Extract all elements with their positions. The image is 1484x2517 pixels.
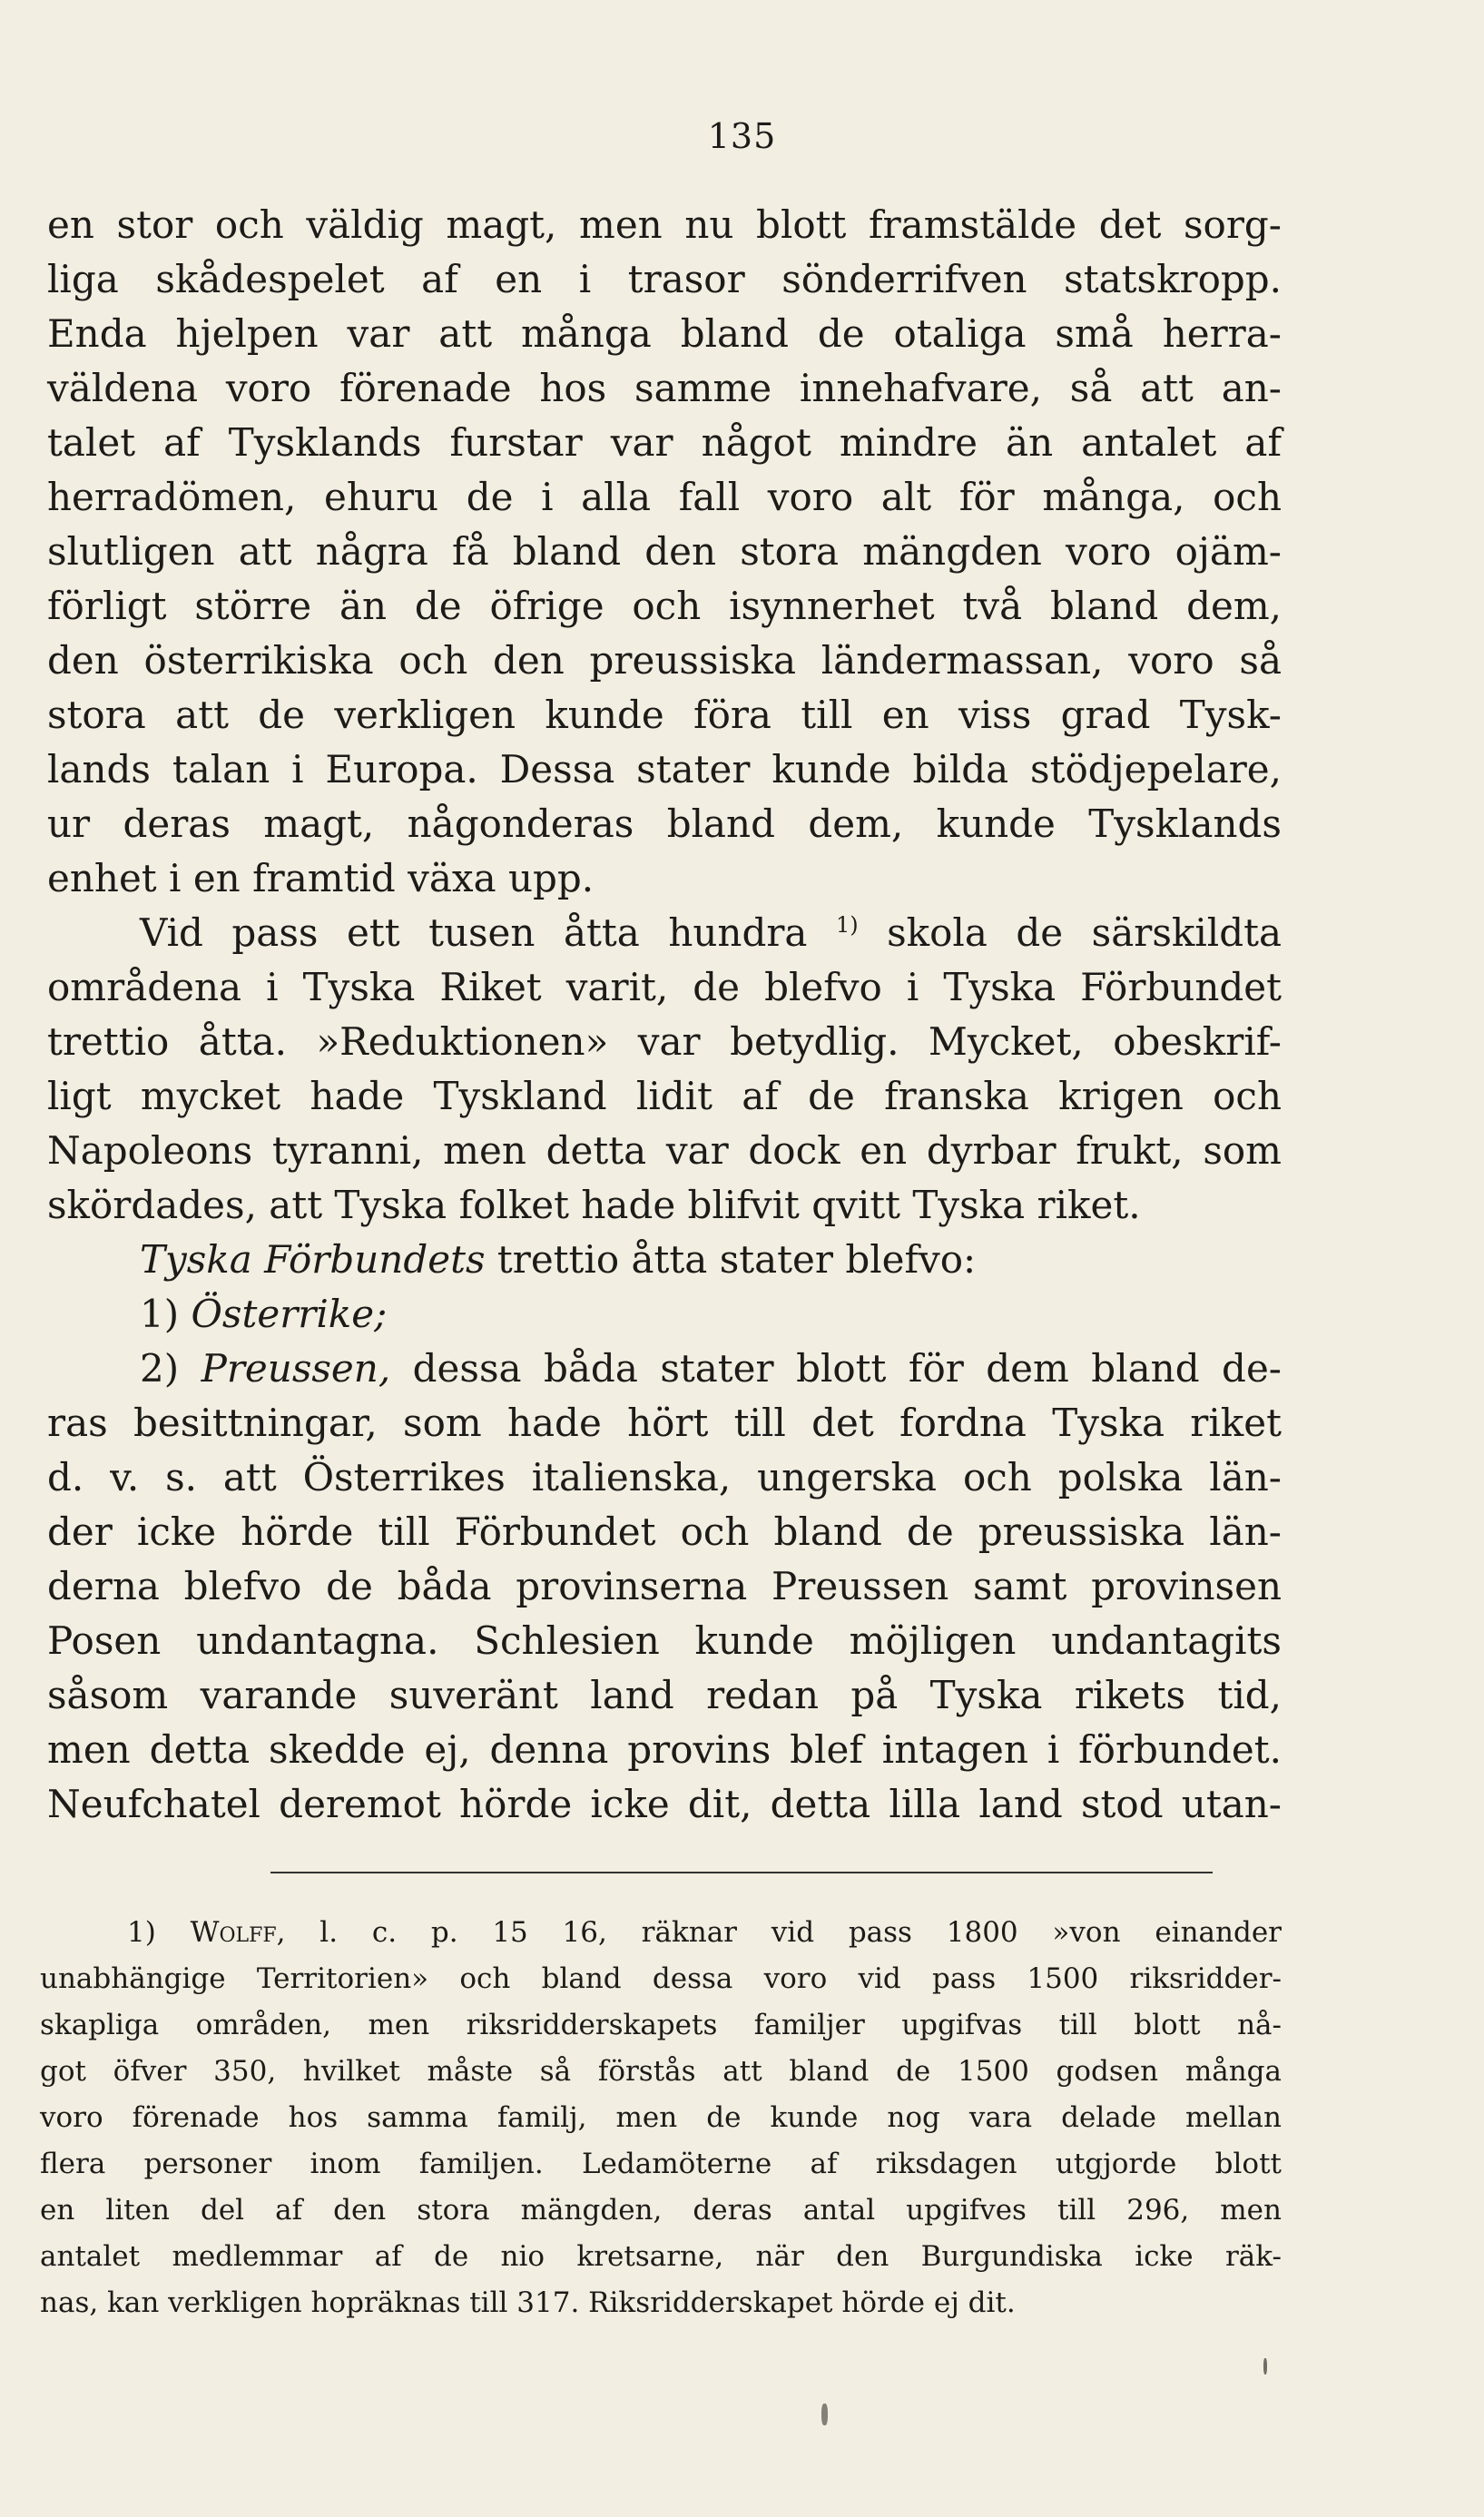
italic-term: Preussen, [201, 1346, 391, 1391]
text-line: der icke hörde till Förbundet och bland de preussiska län- [47, 1509, 1282, 1554]
footnote-line [40, 1910, 1282, 1956]
text-line: förligt större än de öfrige och isynnerhet två bland dem, [47, 584, 1282, 628]
text-line: ras besittningar, som hade hört till det fordna Tyska riket [47, 1401, 1282, 1445]
list-item-1 [47, 1287, 1282, 1342]
line-text-after: trettio åtta stater blefvo: [485, 1237, 977, 1282]
footnote-line: skapliga områden, men riksridderskapets familjer upgifvas till blott nå- [40, 2009, 1282, 2041]
text-line: ur deras magt, någonderas bland dem, kunde Tysklands [47, 801, 1282, 846]
text-line: men detta skedde ej, denna provins blef intagen i förbundet. [47, 1727, 1282, 1772]
text-line: Enda hjelpen var att många bland de otaliga små herra- [47, 311, 1282, 356]
text-line: väldena voro förenade hos samme innehafvare, så att an- [47, 366, 1282, 410]
ink-speck [821, 2404, 828, 2425]
text-line: såsom varande suveränt land redan på Tyska rikets tid, [47, 1673, 1282, 1717]
text-line: d. v. s. att Österrikes italienska, ungerska och polska län- [47, 1455, 1282, 1499]
text-line: områdena i Tyska Riket varit, de blefvo i Tyska Förbundet [47, 965, 1282, 1009]
text-line: talet af Tysklands furstar var något mindre än antalet af [47, 420, 1282, 465]
footnote-line: voro förenade hos samma familj, men de kunde nog vara delade mellan [40, 2101, 1282, 2134]
list-item-2 [47, 1342, 1282, 1396]
text-line: lands talan i Europa. Dessa stater kunde bilda stödjepelare, [47, 747, 1282, 791]
footnote-line: unabhängige Territorien» och bland dessa voro vid pass 1500 riksridder- [40, 1962, 1282, 1995]
main-text [47, 198, 1282, 1832]
text-line: ligt mycket hade Tyskland lidit af de franska krigen och [47, 1074, 1282, 1118]
text-line: Napoleons tyranni, men detta var dock en dyrbar frukt, som [47, 1128, 1282, 1173]
footnote [40, 1910, 1282, 2326]
text-line: slutligen att några få bland den stora mängden voro ojäm- [47, 529, 1282, 574]
footnote-number: 1) [127, 1916, 191, 1949]
text-line: liga skådespelet af en i trasor sönderrifven statskropp. [47, 257, 1282, 301]
text-line-with-footnote-ref [47, 906, 1282, 960]
text-line: enhet i en framtid växa upp. [47, 856, 595, 900]
footnote-line: en liten del af den stora mängden, deras antal upgifves till 296, men [40, 2194, 1282, 2227]
line-text-after: skola de särskildta [858, 910, 1282, 955]
text-line: Posen undantagna. Schlesien kunde möjligen undantagits [47, 1618, 1282, 1663]
footnote-line: nas, kan verkligen hopräknas till 317. Riksridderskapet hörde ej dit. [40, 2286, 1016, 2319]
footnote-line: antalet medlemmar af de nio kretsarne, när den Burgundiska icke räk- [40, 2240, 1282, 2273]
text-line: herradömen, ehuru de i alla fall voro alt för många, och [47, 475, 1282, 519]
italic-term: Tyska Förbundets [140, 1237, 486, 1282]
list-number: 1) [140, 1292, 192, 1336]
list-number: 2) [140, 1346, 201, 1391]
text-line: en stor och väldig magt, men nu blott framstälde det sorg- [47, 202, 1282, 247]
text-line: Neufchatel deremot hörde icke dit, detta lilla land stod utan- [47, 1782, 1282, 1826]
footnote-reference: 1) [835, 912, 859, 938]
footnote-line: flera personer inom familjen. Ledamöterne af riksdagen utgjorde blott [40, 2148, 1282, 2180]
line-text-after: dessa båda stater blott för dem bland de- [390, 1346, 1282, 1391]
author-name: Wolff, [190, 1916, 286, 1949]
footnote-line: got öfver 350, hvilket måste så förstås att bland de 1500 godsen många [40, 2055, 1282, 2088]
ink-speck [1263, 2358, 1267, 2374]
line-text-before: Vid pass ett tusen åtta hundra [140, 910, 836, 955]
section-intro-line [47, 1233, 1282, 1287]
footnote-divider [270, 1872, 1213, 1873]
text-line: stora att de verkligen kunde föra till en viss grad Tysk- [47, 693, 1282, 737]
text-line: skördades, att Tyska folket hade blifvit qvitt Tyska riket. [47, 1183, 1141, 1227]
line-text-after: l. c. p. 15 16, räknar vid pass 1800 »von einander [285, 1916, 1283, 1949]
text-line: den österrikiska och den preussiska ländermassan, voro så [47, 638, 1282, 683]
italic-term: Österrike; [191, 1292, 388, 1336]
page-number: 135 [707, 116, 777, 156]
text-line: trettio åtta. »Reduktionen» var betydlig. Mycket, obeskrif- [47, 1019, 1282, 1064]
text-line: derna blefvo de båda provinserna Preussen samt provinsen [47, 1564, 1282, 1608]
